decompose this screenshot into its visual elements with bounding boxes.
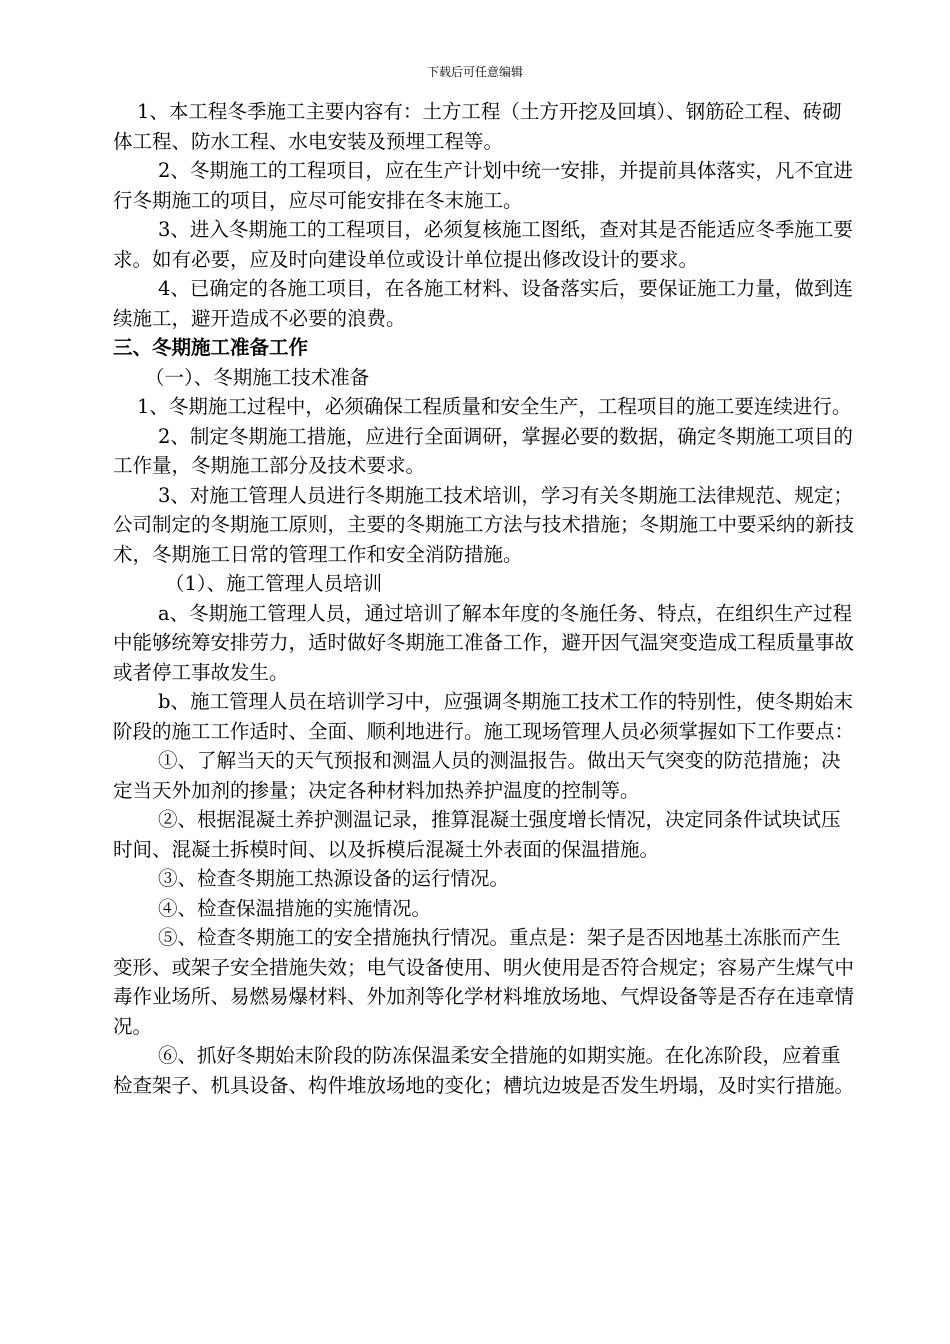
- paragraph: 1、冬期施工过程中，必须确保工程质量和安全生产，工程项目的施工要连续进行。: [137, 395, 852, 418]
- list-item: ⑥、抓好冬期始末阶段的防冻保温柔安全措施的如期实施。在化冻阶段，应着重检查架子、机具设备、构件堆放场地的变化；槽坑边坡是否发生坍塌，及时实行措施。: [113, 1044, 855, 1097]
- page-header: 下载后可任意编辑: [426, 65, 523, 79]
- list-item: ③、检查冬期施工热源设备的运行情况。: [158, 867, 510, 890]
- paragraph: 4、已确定的各施工项目，在各施工材料、设备落实后，要保证施工力量，做到连续施工，避开造成不必要的浪费。: [113, 277, 853, 330]
- subsection-heading: （一）、冬期施工技术准备: [145, 365, 370, 389]
- paragraph: 2、制定冬期施工措施，应进行全面调研，掌握必要的数据，确定冬期施工项目的工作量，冬期施工部分及技术要求。: [113, 424, 853, 477]
- paragraph: 3、进入冬期施工的工程项目，必须复核施工图纸，查对其是否能适应冬季施工要求。如有必要，应及时向建设单位或设计单位提出修改设计的要求。: [113, 218, 853, 271]
- list-item: ①、了解当天的天气预报和测温人员的测温报告。做出天气突变的防范措施；决定当天外加剂的掺量；决定各种材料加热养护温度的控制等。: [113, 749, 841, 802]
- list-item: ⑤、检查冬期施工的安全措施执行情况。重点是：架子是否因地基土冻胀而产生变形、或架子安全措施失效；电气设备使用、明火使用是否符合规定；容易产生煤气中毒作业场所、易燃易爆材料、外加剂等化学材料堆放场地、气焊设备等是否存在违章情况。: [113, 926, 855, 1038]
- paragraph: 3、对施工管理人员进行冬期施工技术培训，学习有关冬期施工法律规范、规定；公司制定的冬期施工原则，主要的冬期施工方法与技术措施；冬期施工中要采纳的新技术，冬期施工日常的管理工作和安全消防措施。: [113, 483, 855, 566]
- list-item: ②、根据混凝土养护测温记录，推算混凝土强度增长情况，决定同条件试块试压时间、混凝土拆模时间、以及拆模后混凝土外表面的保温措施。: [113, 808, 841, 861]
- paragraph: b、施工管理人员在培训学习中，应强调冬期施工技术工作的特别性，使冬期始末阶段的施工工作适时、全面、顺利地进行。施工现场管理人员必须掌握如下工作要点：: [113, 690, 855, 743]
- document-body: [113, 97, 858, 1100]
- subsection-heading: （1）、施工管理人员培训: [165, 572, 383, 595]
- list-item: ④、检查保温措施的实施情况。: [158, 896, 432, 920]
- section-heading: 三、冬期施工准备工作: [113, 336, 309, 359]
- paragraph: 1、本工程冬季施工主要内容有：土方工程（土方开挖及回填）、钢筋砼工程、砖砌体工程、防水工程、水电安装及预埋工程等。: [113, 100, 842, 153]
- paragraph: a、冬期施工管理人员，通过培训了解本年度的冬施任务、特点，在组织生产过程中能够统筹安排劳力，适时做好冬期施工准备工作，避开因气温突变造成工程质量事故或者停工事故发生。: [113, 601, 855, 684]
- paragraph: 2、冬期施工的工程项目，应在生产计划中统一安排，并提前具体落实，凡不宜进行冬期施工的项目，应尽可能安排在冬末施工。: [113, 159, 853, 212]
